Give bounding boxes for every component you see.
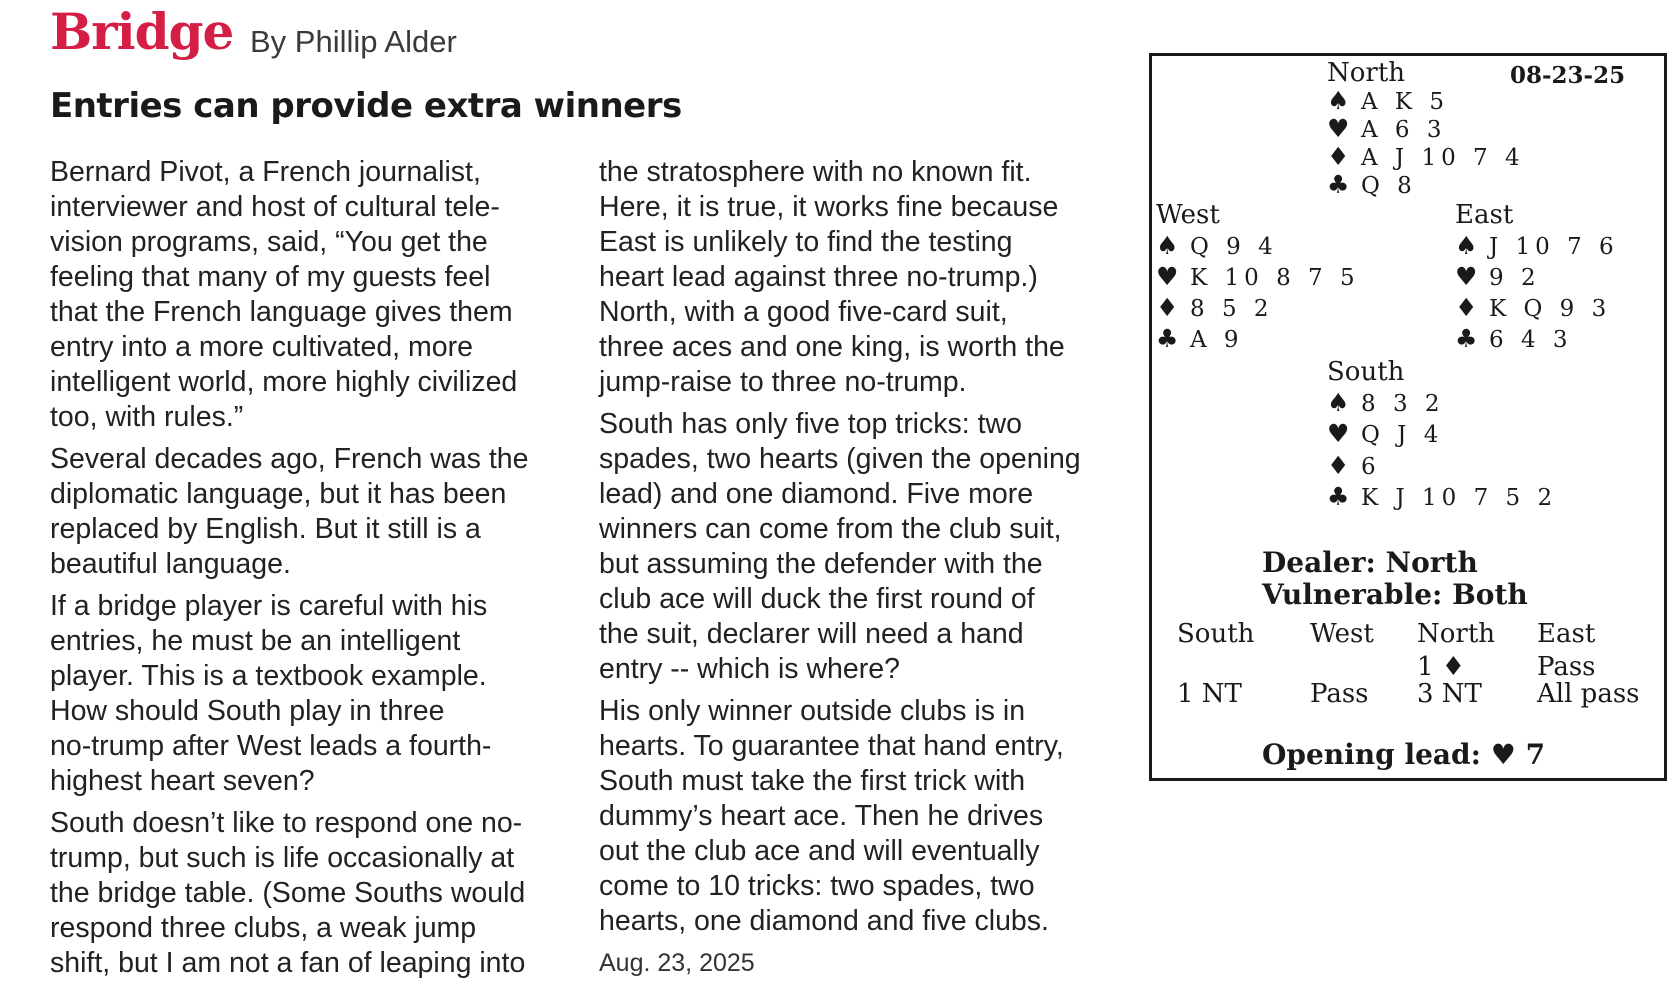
text-line: heart lead against three no-trump.) [599,261,1038,293]
north-hearts [1327,114,1447,143]
club-icon: ♣ [1156,324,1179,353]
south-spades [1327,388,1445,417]
west-label: West [1156,200,1220,230]
spade-icon: ♠ [1327,86,1350,115]
text-line: trump, but such is life occasionally at [50,842,515,874]
text-line: shift, but I am not a fan of leaping into [50,947,526,979]
text-line: that the French language gives them [50,296,513,328]
north-spades-cards: A K 5 [1361,89,1450,115]
text-line: North, with a good five-card suit, [599,296,1008,328]
north-clubs-cards: Q 8 [1361,173,1417,199]
west-diamonds [1156,293,1274,322]
text-line: vision programs, said, “You get the [50,226,488,258]
text-line: club ace will duck the first round of [599,583,1035,615]
south-label: South [1327,357,1405,387]
text-line: His only winner outside clubs is in [599,695,1026,727]
north-diamonds [1327,142,1525,171]
west-hearts [1156,262,1360,291]
article-paragraph [50,589,570,799]
auction-bid: 3 NT [1417,679,1482,709]
east-spades-cards: J 10 7 6 [1489,234,1619,260]
opening-lead: Opening lead: ♥ 7 [1262,738,1546,771]
article-paragraph [50,806,570,981]
club-icon: ♣ [1327,170,1350,199]
text-line: Here, it is true, it works fine because [599,191,1059,223]
article-paragraph [50,155,570,435]
diamond-icon: ♦ [1327,142,1350,171]
north-hearts-cards: A 6 3 [1361,117,1447,143]
text-line: respond three clubs, a weak jump [50,912,477,944]
text-line: player. This is a textbook example. [50,660,487,692]
text-line: entry into a more cultivated, more [50,331,473,363]
article-paragraph [599,155,1129,400]
text-line: Bernard Pivot, a French journalist, [50,156,481,188]
east-hearts-cards: 9 2 [1489,265,1541,291]
article-headline: Entries can provide extra winners [50,86,682,126]
auction-bid: 1 ♦ [1417,652,1466,682]
text-line: highest heart seven? [50,765,315,797]
west-spades [1156,231,1278,260]
north-clubs [1327,170,1417,199]
text-line: How should South play in three [50,695,445,727]
auction-header-west: West [1310,619,1374,649]
article-column-2 [599,155,1129,981]
east-spades [1455,231,1619,260]
west-spades-cards: Q 9 4 [1190,234,1278,260]
auction-header-east: East [1537,619,1596,649]
text-line: diplomatic language, but it has been [50,478,507,510]
spade-icon: ♠ [1156,231,1179,260]
article-column-1 [50,155,570,988]
diamond-icon: ♦ [1156,293,1179,322]
club-icon: ♣ [1327,482,1350,511]
text-line: lead) and one diamond. Five more [599,478,1034,510]
text-line: replaced by English. But it still is a [50,513,481,545]
text-line: no-trump after West leads a fourth- [50,730,492,762]
auction-bid: All pass [1537,679,1640,709]
west-clubs [1156,324,1244,353]
spade-icon: ♠ [1455,231,1478,260]
bridge-deal-diagram [1149,53,1667,781]
heart-icon: ♥ [1327,114,1350,143]
dealer-info: Dealer: North [1262,546,1478,579]
south-diamonds-cards: 6 [1361,454,1381,480]
vulnerable-info: Vulnerable: Both [1262,578,1528,611]
heart-icon: ♥ [1327,419,1350,448]
text-line: beautiful language. [50,548,291,580]
west-diamonds-cards: 8 5 2 [1190,296,1274,322]
club-icon: ♣ [1455,324,1478,353]
west-clubs-cards: A 9 [1190,327,1244,353]
text-line: intelligent world, more highly civilized [50,366,518,398]
text-line: but assuming the defender with the [599,548,1043,580]
east-clubs [1455,324,1573,353]
text-line: hearts. To guarantee that hand entry, [599,730,1064,762]
east-label: East [1455,200,1514,230]
byline: By Phillip Alder [250,24,457,59]
diamond-icon: ♦ [1327,451,1350,480]
east-clubs-cards: 6 4 3 [1489,327,1573,353]
south-hearts [1327,419,1443,448]
spade-icon: ♠ [1327,388,1350,417]
text-line: come to 10 tricks: two spades, two [599,870,1035,902]
auction-header-north: North [1417,619,1496,649]
auction-header-south: South [1177,619,1255,649]
text-line: South doesn’t like to respond one no- [50,807,523,839]
text-line: South must take the first trick with [599,765,1026,797]
text-line: interviewer and host of cultural tele- [50,191,500,223]
text-line: Several decades ago, French was the [50,443,529,475]
south-clubs-cards: K J 10 7 5 2 [1361,485,1558,511]
east-hearts [1455,262,1541,291]
text-line: feeling that many of my guests feel [50,261,491,293]
auction-bid: 1 NT [1177,679,1242,709]
north-spades [1327,86,1449,115]
text-line: too, with rules.” [50,401,244,433]
west-hearts-cards: K 10 8 7 5 [1190,265,1360,291]
article-paragraph [599,694,1129,939]
text-line: jump-raise to three no-trump. [599,366,967,398]
text-line: East is unlikely to find the testing [599,226,1013,258]
text-line: the suit, declarer will need a hand [599,618,1024,650]
south-clubs [1327,482,1557,511]
heart-icon: ♥ [1455,262,1478,291]
text-line: dummy’s heart ace. Then he drives [599,800,1044,832]
diamond-icon: ♦ [1455,293,1478,322]
article-dateline: Aug. 23, 2025 [599,949,755,977]
text-line: the bridge table. (Some Souths would [50,877,526,909]
north-label: North [1327,58,1406,88]
text-line: three aces and one king, is worth the [599,331,1065,363]
south-spades-cards: 8 3 2 [1361,391,1445,417]
article-paragraph [599,407,1129,687]
text-line: the stratosphere with no known fit. [599,156,1032,188]
text-line: spades, two hearts (given the opening [599,443,1081,475]
text-line: South has only five top tricks: two [599,408,1022,440]
text-line: entries, he must be an intelligent [50,625,461,657]
text-line: winners can come from the club suit, [599,513,1062,545]
heart-icon: ♥ [1156,262,1179,291]
east-diamonds-cards: K Q 9 3 [1489,296,1612,322]
auction-bid: Pass [1310,679,1369,709]
auction-bid: Pass [1537,652,1596,682]
east-diamonds [1455,293,1611,322]
south-diamonds [1327,451,1381,480]
text-line: entry -- which is where? [599,653,900,685]
text-line: If a bridge player is careful with his [50,590,488,622]
north-diamonds-cards: A J 10 7 4 [1361,145,1525,171]
date-code: 08-23-25 [1510,62,1626,89]
article-paragraph [50,442,570,582]
column-brand-title: Bridge [50,2,234,61]
south-hearts-cards: Q J 4 [1361,422,1444,448]
text-line: hearts, one diamond and five clubs. [599,905,1049,937]
text-line: out the club ace and will eventually [599,835,1040,867]
